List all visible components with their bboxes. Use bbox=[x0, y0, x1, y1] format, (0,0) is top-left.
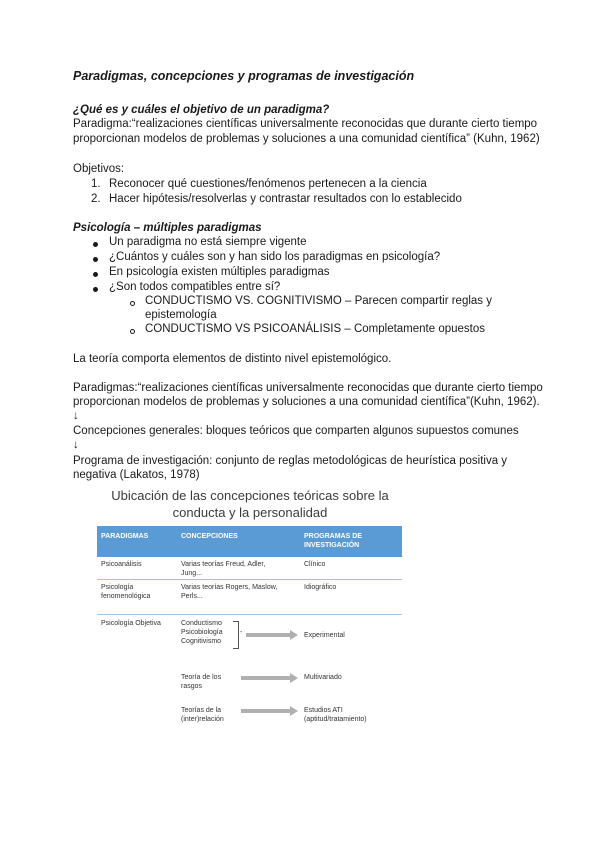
arrowhead-icon bbox=[290, 706, 298, 716]
cell-concepcion: Varias teorías Freud, Adler, bbox=[181, 561, 266, 568]
figure-title: conducta y la personalidad bbox=[172, 505, 328, 520]
cell-concepcion: Cognitivismo bbox=[181, 638, 222, 645]
cell-concepcion: (inter)relación bbox=[181, 716, 224, 723]
cell-concepcion: Jung... bbox=[181, 570, 203, 577]
brace-icon bbox=[233, 621, 239, 649]
cell-concepcion: Teoría de los bbox=[181, 674, 222, 681]
list-item: ¿Cuántos y cuáles son y han sido los paradigmas en psicología? bbox=[109, 251, 441, 263]
row-divider bbox=[97, 579, 402, 580]
objective-item: Reconocer qué cuestiones/fenómenos pertenecen a la ciencia bbox=[109, 178, 427, 190]
down-arrow-icon: ↓ bbox=[73, 410, 79, 422]
objective-item: Hacer hipótesis/resolverlas y contrastar resultados con lo establecido bbox=[109, 193, 462, 205]
arrow-icon bbox=[241, 709, 290, 713]
cell-programa: Multivariado bbox=[304, 674, 342, 681]
sub-list-item: CONDUCTISMO VS PSICOANÁLISIS – Completamente opuestos bbox=[145, 323, 486, 335]
paragraph: La teoría comporta elementos de distinto nivel epistemológico. bbox=[73, 353, 392, 365]
paragraph: negativa (Lakatos, 1978) bbox=[73, 469, 200, 481]
objectives-label: Objetivos: bbox=[73, 163, 125, 175]
sub-bullet-icon bbox=[130, 329, 135, 334]
sub-list-item: epistemología bbox=[145, 309, 217, 321]
cell-paradigma: Psicología Objetiva bbox=[101, 620, 161, 627]
cell-concepcion: Conductismo bbox=[181, 620, 222, 627]
paragraph: proporcionan modelos de problemas y soluciones a una comunidad científica”(Kuhn, 1962). bbox=[73, 396, 540, 408]
cell-programa: Clínico bbox=[304, 561, 326, 568]
cell-programa: Estudios ATI bbox=[304, 707, 343, 714]
bullet-icon bbox=[93, 242, 98, 247]
section1-heading: ¿Qué es y cuáles el objetivo de un paradigma? bbox=[73, 104, 330, 116]
figure-title: Ubicación de las concepciones teóricas sobre la bbox=[111, 488, 389, 503]
header-programas: PROGRAMAS DE bbox=[304, 533, 362, 540]
list-item: ¿Son todos compatibles entre sí? bbox=[109, 281, 281, 293]
page-title: Paradigmas, concepciones y programas de investigación bbox=[73, 69, 415, 83]
cell-concepcion: Teorías de la bbox=[181, 707, 222, 714]
bullet-icon bbox=[93, 257, 98, 262]
sub-bullet-icon bbox=[130, 301, 135, 306]
cell-concepcion: Varias teorías Rogers, Maslow, bbox=[181, 584, 278, 591]
sub-list-item: CONDUCTISMO VS. COGNITIVISMO – Parecen compartir reglas y bbox=[145, 295, 492, 307]
cell-programa: Experimental bbox=[304, 632, 345, 639]
definition-line: proporcionan modelos de problemas y soluciones a una comunidad científica” (Kuhn, 1962) bbox=[73, 133, 540, 145]
definition-line: Paradigma:“realizaciones científicas universalmente reconocidas que durante cierto tiempo bbox=[73, 118, 538, 130]
bullet-icon bbox=[93, 272, 98, 277]
list-item: En psicología existen múltiples paradigmas bbox=[109, 266, 330, 278]
header-programas: INVESTIGACIÓN bbox=[304, 542, 360, 549]
arrowhead-icon bbox=[290, 673, 298, 683]
section2-heading: Psicología – múltiples paradigmas bbox=[73, 222, 262, 234]
arrow-icon bbox=[246, 633, 290, 637]
cell-programa: (aptitud/tratamiento) bbox=[304, 716, 367, 723]
table-header bbox=[97, 526, 402, 557]
cell-paradigma: Psicología bbox=[101, 584, 134, 591]
paragraph: Paradigmas:“realizaciones científicas universalmente reconocidas que durante cierto tiempo bbox=[73, 382, 543, 394]
cell-paradigma: fenomenológica bbox=[101, 593, 151, 600]
objective-number: 1. bbox=[91, 178, 101, 190]
arrowhead-icon bbox=[290, 630, 298, 640]
down-arrow-icon: ↓ bbox=[73, 439, 79, 451]
paragraph: Concepciones generales: bloques teóricos que comparten algunos supuestos comunes bbox=[73, 425, 519, 437]
bullet-icon bbox=[93, 287, 98, 292]
dash: - bbox=[240, 629, 243, 636]
cell-concepcion: Psicobiología bbox=[181, 629, 223, 636]
cell-programa: Idiográfico bbox=[304, 584, 337, 591]
cell-concepcion: rasgos bbox=[181, 683, 203, 690]
header-concepciones: CONCEPCIONES bbox=[181, 533, 238, 540]
cell-concepcion: Perls... bbox=[181, 593, 203, 600]
arrow-icon bbox=[241, 676, 290, 680]
list-item: Un paradigma no está siempre vigente bbox=[109, 236, 307, 248]
row-divider bbox=[97, 614, 402, 615]
cell-paradigma: Psicoanálisis bbox=[101, 561, 142, 568]
concepciones-figure bbox=[94, 485, 406, 728]
paragraph: Programa de investigación: conjunto de reglas metodológicas de heurística positiva y bbox=[73, 455, 508, 467]
objective-number: 2. bbox=[91, 193, 101, 205]
header-paradigmas: PARADIGMAS bbox=[101, 533, 149, 540]
